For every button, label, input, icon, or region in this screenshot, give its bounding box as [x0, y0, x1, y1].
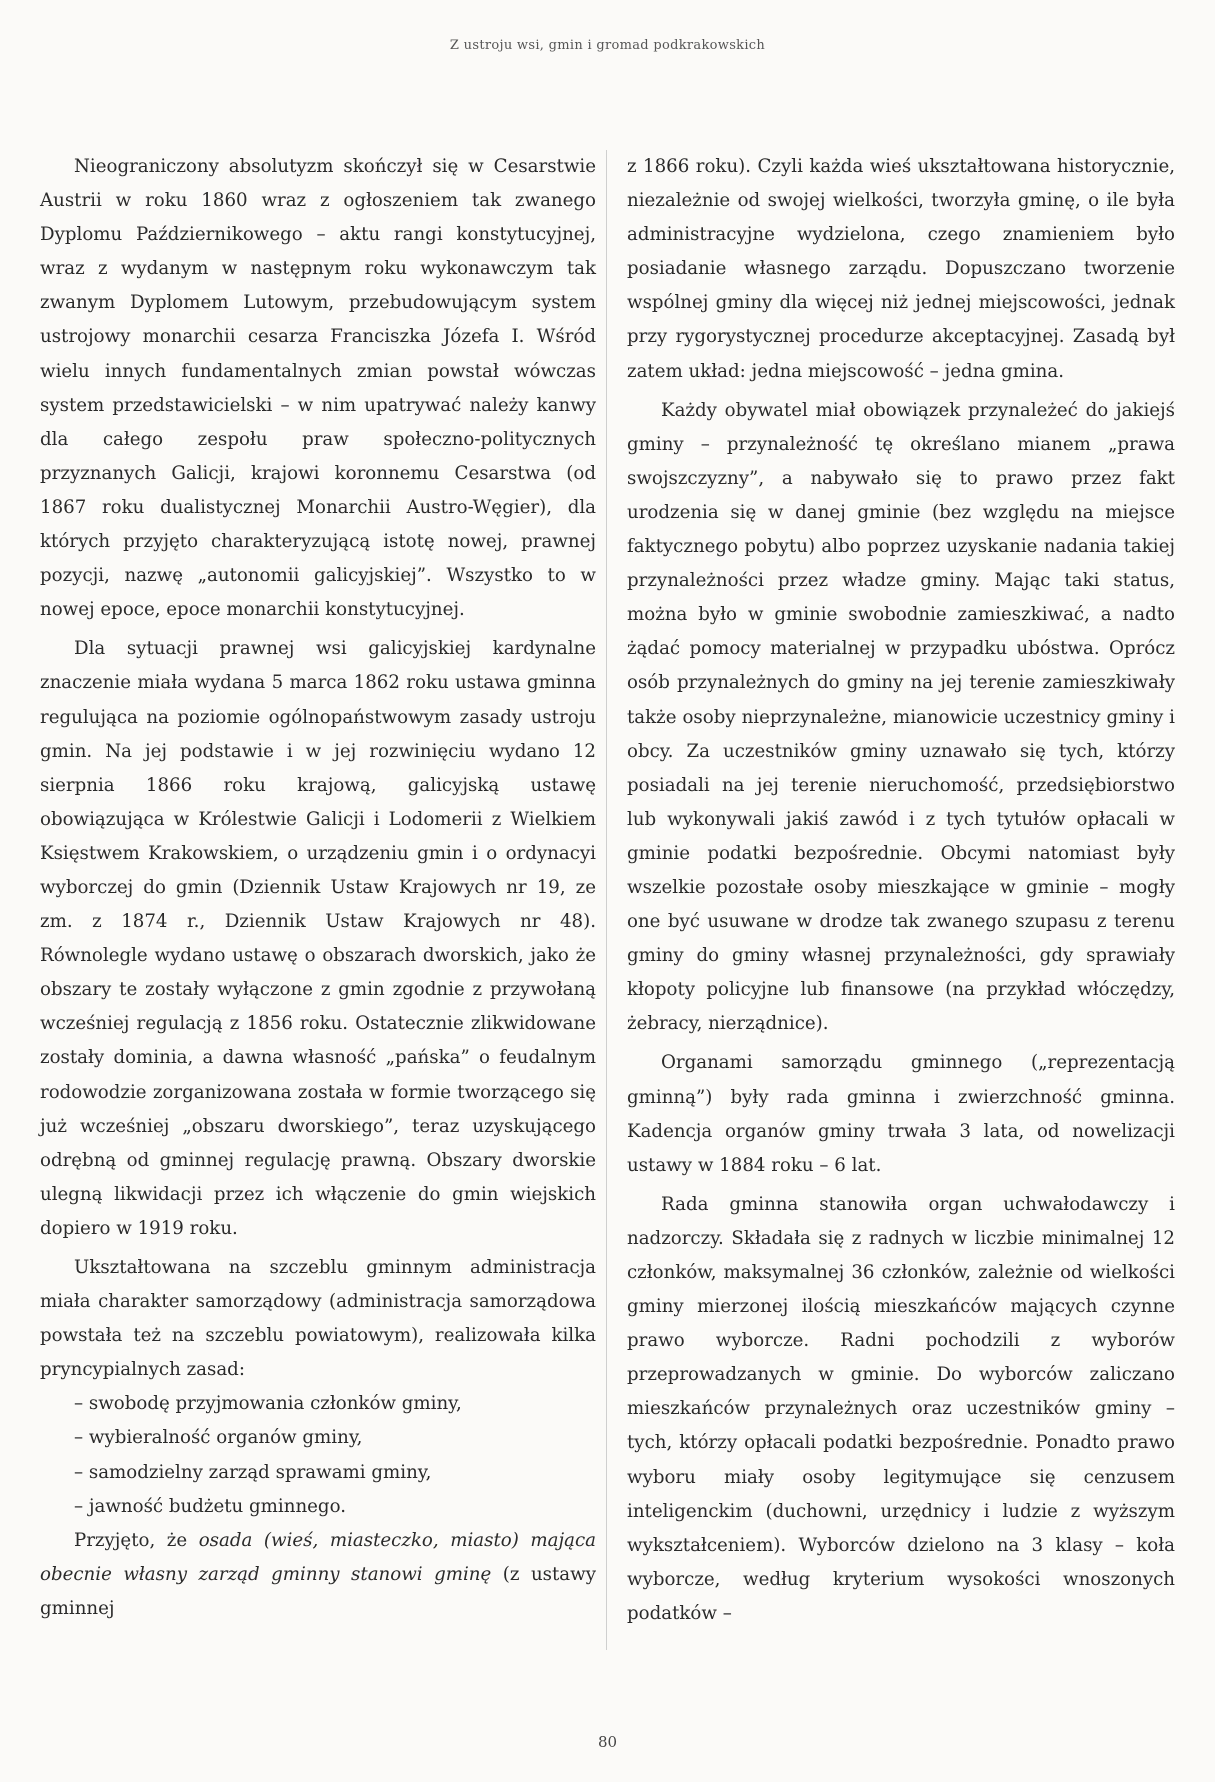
column-divider	[606, 150, 607, 1650]
paragraph	[40, 1524, 596, 1626]
paragraph: z 1866 roku). Czyli każda wieś ukształtowana historycznie, niezależnie od swojej wielkości, tworzyła gminę, o ile była administracyjne wydzielona, czego znamieniem było posiadanie własnego zarządu. Dopuszczano tworzenie wspólnej gminy dla więcej niż jednej miejscowości, jednak przy rygorystycznej procedurze akceptacyjnej. Zasadą był zatem układ: jedna miejscowość – jedna gmina.	[627, 156, 1175, 382]
italic-quote: osada (wieś, miasteczko, miasto) mająca obecnie własny zarząd gminny stanowi gminę	[40, 1529, 596, 1585]
paragraph: Rada gminna stanowiła organ uchwałodawczy i nadzorczy. Składała się z radnych w liczbie minimalnej 12 członków, maksymalnej 36 członków, zależnie od wielkości gminy mierzonej ilością mieszkańców mających czynne prawo wyborcze. Radni pochodzili z wyborów przeprowadzanych w gminie. Do wyborców zaliczano mieszkańców przynależnych oraz uczestników gminy – tych, którzy opłacali podatki bezpośrednie. Ponadto prawo wyboru miały osoby legitymujące się cenzusem inteligenckim (duchowni, urzędnicy i ludzie z wyższym wykształceniem). Wyborców dzielono na 3 klasy – koła wyborcze, według kryterium wysokości wnoszonych podatków –	[627, 1193, 1175, 1624]
paragraph: Ukształtowana na szczeblu gminnym administracja miała charakter samorządowy (administracja samorządowa powstała też na szczeblu powiatowym), realizowała kilka pryncypialnych zasad:	[40, 1257, 596, 1381]
left-column	[40, 150, 596, 1626]
list-item: – jawność budżetu gminnego.	[74, 1495, 346, 1517]
list-item: – samodzielny zarząd sprawami gminy,	[74, 1461, 432, 1483]
text-run: (z ustawy gminnej	[40, 1563, 596, 1619]
paragraph: Nieograniczony absolutyzm skończył się w Cesarstwie Austrii w roku 1860 wraz z ogłoszeniem tak zwanego Dyplomu Październikowego – aktu rangi konstytucyjnej, wraz z wydanym w następnym roku wykonawczym tak zwanym Dyplomem Lutowym, przebudowującym system ustrojowy monarchii cesarza Franciszka Józefa I. Wśród wielu innych fundamentalnych zmian powstał wówczas system przedstawicielski – w nim upatrywać należy kanwy dla całego zespołu praw społeczno-politycznych przyznanych Galicji, krajowi koronnemu Cesarstwa (od 1867 roku dualistycznej Monarchii Austro-Węgier), dla których przyjęto charakteryzującą istotę nowej, prawnej pozycji, nazwę „autonomii galicyjskiej”. Wszystko to w nowej epoce, epoce monarchii konstytucyjnej.	[40, 156, 596, 621]
paragraph: Organami samorządu gminnego („reprezentacją gminną”) były rada gminna i zwierzchność gminna. Kadencja organów gminy trwała 3 lata, od nowelizacji ustawy w 1884 roku – 6 lat.	[627, 1052, 1175, 1176]
right-column	[627, 150, 1175, 1631]
principles-list	[40, 1387, 596, 1523]
text-run: Przyjęto, że	[74, 1529, 199, 1551]
page-number: 80	[597, 1733, 618, 1751]
list-item: – wybieralność organów gminy,	[74, 1427, 363, 1449]
list-item: – swobodę przyjmowania członków gminy,	[74, 1393, 462, 1415]
paragraph: Dla sytuacji prawnej wsi galicyjskiej kardynalne znaczenie miała wydana 5 marca 1862 roku ustawa gminna regulująca na poziomie ogólnopaństwowym zasady ustroju gmin. Na jej podstawie i w jej rozwinięciu wydano 12 sierpnia 1866 roku krajową, galicyjską ustawę obowiązująca w Królestwie Galicji i Lodomerii z Wielkiem Księstwem Krakowskiem, o urządzeniu gmin i o ordynacyi wyborczej do gmin (Dziennik Ustaw Krajowych nr 19, ze zm. z 1874 r., Dziennik Ustaw Krajowych nr 48). Równolegle wydano ustawę o obszarach dworskich, jako że obszary te zostały wyłączone z gmin zgodnie z przywołaną wcześniej regulacją z 1856 roku. Ostatecznie zlikwidowane zostały dominia, a dawna własność „pańska” o feudalnym rodowodzie zorganizowana została w formie tworzącego się już wcześniej „obszaru dworskiego”, teraz uzyskującego odrębną od gminnej regulację prawną. Obszary dworskie ulegną likwidacji przez ich włączenie do gmin wiejskich dopiero w 1919 roku.	[40, 638, 596, 1239]
running-head: Z ustroju wsi, gmin i gromad podkrakowskich	[449, 38, 766, 53]
paragraph: Każdy obywatel miał obowiązek przynależeć do jakiejś gminy – przynależność tę określano mianem „prawa swojszczyzny”, a nabywało się to prawo przez fakt urodzenia się w danej gminie (bez względu na miejsce faktycznego pobytu) albo poprzez uzyskanie nadania takiej przynależności przez władze gminy. Mając taki status, można było w gminie swobodnie zamieszkiwać, a nadto żądać pomocy materialnej w przypadku ubóstwa. Oprócz osób przynależnych do gminy na jej terenie zamieszkiwały także osoby nieprzynależne, mianowicie uczestnicy gminy i obcy. Za uczestników gminy uznawało się tych, którzy posiadali na jej terenie nieruchomość, przedsiębiorstwo lub wykonywali jakiś zawód i z tych tytułów opłacali w gminie podatki bezpośrednie. Obcymi natomiast były wszelkie pozostałe osoby mieszkające w gminie – mogły one być usuwane w drodze tak zwanego szupasu z terenu gminy do gminy własnej przynależności, gdy sprawiały kłopoty policyjne lub finansowe (na przykład włóczędzy, żebracy, nierządnice).	[627, 399, 1175, 1035]
